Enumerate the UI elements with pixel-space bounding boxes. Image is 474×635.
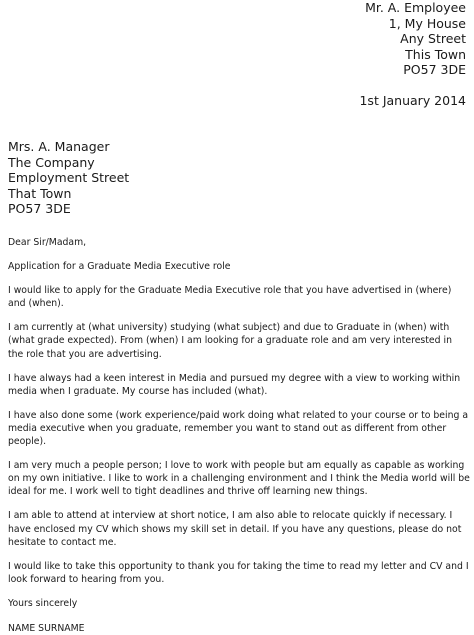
body-paragraph: I am able to attend at interview at short notice, I am also able to relocate quickly if necessary. I have enclosed my CV which shows my skill set in detail. If you have any questions, please do not hesitate to contact me. (8, 510, 462, 548)
letter-body (8, 236, 470, 635)
body-paragraph: I would like to take this opportunity to thank you for taking the time to read my letter and CV and I look forward to hearing from you. (8, 560, 469, 585)
recipient-street: Employment Street (8, 170, 130, 186)
recipient-company: The Company (8, 154, 95, 170)
sender-address-line-1: 1, My House (388, 15, 466, 31)
body-paragraph: I have also done some (work experience/paid work doing what related to your course or to being a media executive when you graduate, remember you want to stand out as different from other people). (8, 409, 469, 448)
signature-name: NAME SURNAME (8, 622, 85, 634)
body-paragraph: I would like to apply for the Graduate Media Executive role that you have advertised in (where) and (when). (8, 285, 452, 310)
letter-date: 1st January 2014 (359, 93, 466, 108)
recipient-address (8, 139, 129, 217)
sender-name: Mr. A. Employee (365, 0, 466, 15)
closing: Yours sincerely (8, 597, 78, 609)
greeting: Dear Sir/Madam, (8, 237, 87, 248)
body-paragraph: I am very much a people person; I love to work with people but am equally as capable as working on my own initiative. I like to work in a challenging environment and I think the Media world will be ideal for me. I work well to tight deadlines and thrive off learning new things. (8, 460, 470, 498)
body-paragraph: I am currently at (what university) studying (what subject) and due to Graduate in (when) with (what grade expected). From (when) I am looking for a graduate role and am very interested in the role that you are advertising. (8, 322, 452, 360)
sender-postcode: PO57 3DE (403, 62, 466, 78)
sender-address (365, 0, 466, 78)
sender-address-line-2: Any Street (400, 31, 466, 47)
subject-line: Application for a Graduate Media Executive role (8, 261, 231, 273)
recipient-town: That Town (8, 185, 72, 201)
sender-address-line-3: This Town (405, 46, 466, 62)
recipient-name: Mrs. A. Manager (8, 139, 110, 154)
body-paragraph: I have always had a keen interest in Media and pursued my degree with a view to working within media when I graduate. My course has included (what). (8, 372, 461, 397)
recipient-postcode: PO57 3DE (8, 201, 71, 217)
